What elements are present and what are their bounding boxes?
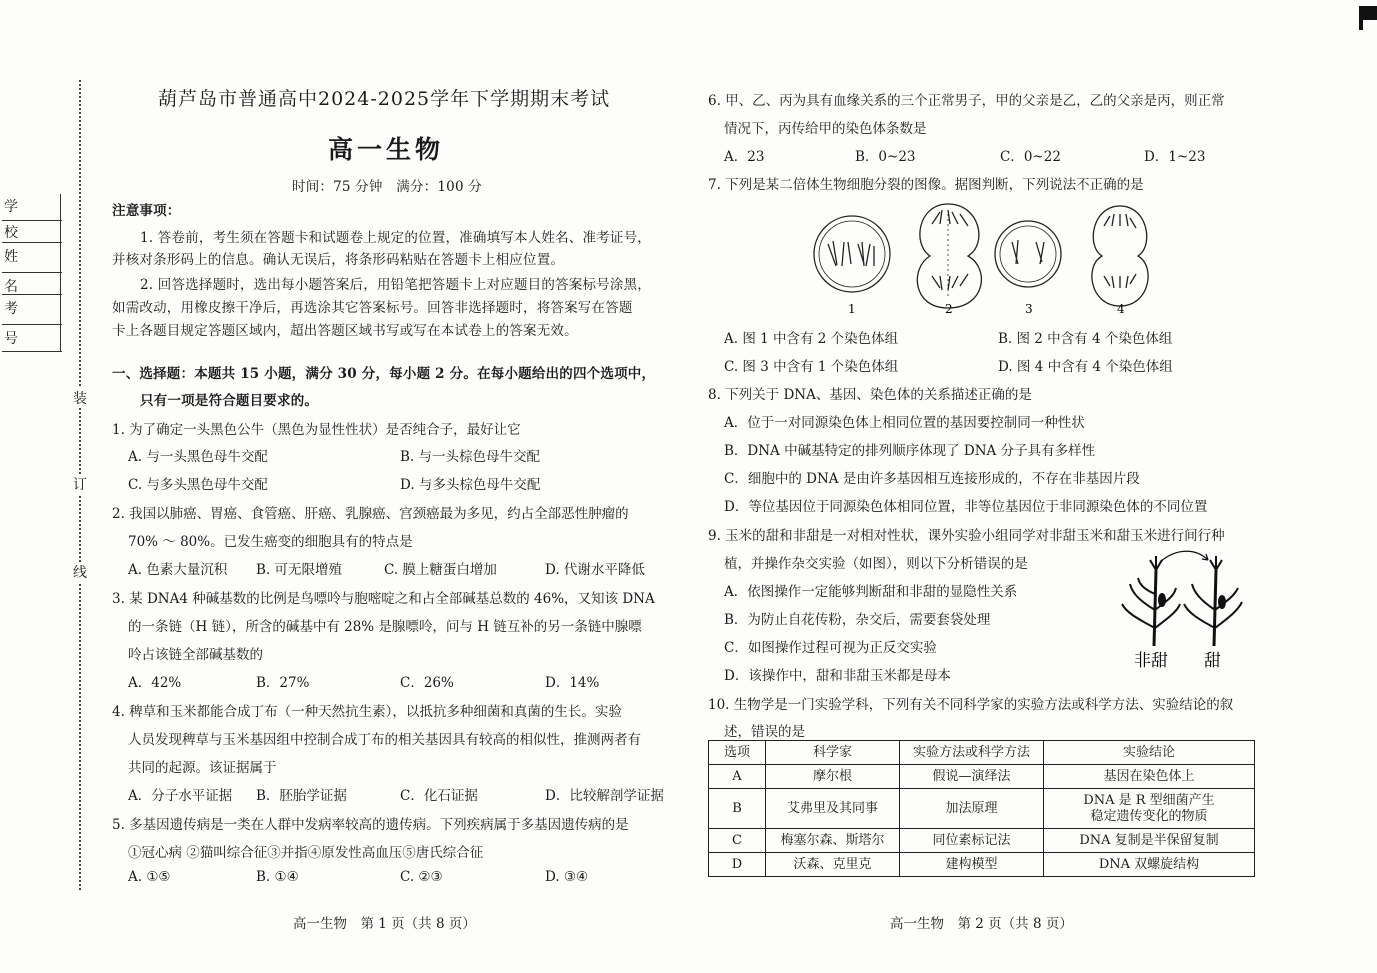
q2-option-a[interactable]: A. 色素大量沉积 bbox=[128, 562, 228, 578]
q10-stem-1: 10. 生物学是一门实验学科，下列有关不同科学家的实验方法或科学方法、实验结论的叙 bbox=[708, 697, 1234, 713]
scientist-table bbox=[708, 740, 1255, 877]
q9-option-d[interactable]: D．该操作中，甜和非甜玉米都是母本 bbox=[724, 668, 951, 684]
notice-p1a: 1. 答卷前，考生须在答题卡和试题卷上规定的位置，准确填写本人姓名、准考证号， bbox=[140, 230, 651, 246]
q3-option-b[interactable]: B．27% bbox=[256, 675, 310, 691]
sweet-corn-plant bbox=[1184, 556, 1242, 646]
q3-stem-2: 的一条链（H 链），所含的碱基中有 28% 是腺嘌呤，问与 H 链互补的另一条链中腺嘌 bbox=[128, 619, 642, 635]
table-cell: A bbox=[709, 765, 766, 789]
bind-char-zhuang: 装 bbox=[73, 388, 87, 408]
table-header-row bbox=[709, 741, 1255, 765]
q10-stem-2: 述，错误的是 bbox=[724, 724, 805, 740]
q4-option-a[interactable]: A．分子水平证据 bbox=[128, 788, 233, 804]
cell-2-label: 2 bbox=[945, 302, 953, 316]
nonsweet-label: 非甜 bbox=[1134, 651, 1168, 671]
student-info-box bbox=[2, 194, 61, 352]
nonsweet-corn-plant bbox=[1122, 556, 1180, 646]
q7-option-c[interactable]: C. 图 3 中含有 1 个染色体组 bbox=[724, 359, 899, 375]
q4-option-b[interactable]: B．胚胎学证据 bbox=[256, 788, 347, 804]
q6-stem-1: 6. 甲、乙、丙为具有血缘关系的三个正常男子，甲的父亲是乙，乙的父亲是丙，则正常 bbox=[708, 93, 1225, 109]
table-header: 选项 bbox=[709, 741, 766, 765]
q6-stem-2: 情况下，丙传给甲的染色体条数是 bbox=[724, 121, 927, 137]
school-label: 学 校 bbox=[2, 194, 62, 221]
q4-stem-1: 4. 稗草和玉米都能合成丁布（一种天然抗生素），以抵抗多种细菌和真菌的生长。实验 bbox=[112, 704, 622, 720]
table-cell: D bbox=[709, 853, 766, 877]
q6-option-d[interactable]: D．1~23 bbox=[1144, 149, 1206, 165]
table-header: 科学家 bbox=[766, 741, 900, 765]
q5-stem-1: 5. 多基因遗传病是一类在人群中发病率较高的遗传病。下列疾病属于多基因遗传病的是 bbox=[112, 817, 629, 833]
notice-heading: 注意事项： bbox=[112, 203, 181, 219]
q1-option-a[interactable]: A. 与一头黑色母牛交配 bbox=[128, 449, 268, 465]
school-field[interactable] bbox=[2, 220, 62, 243]
table-cell: 基因在染色体上 bbox=[1044, 765, 1255, 789]
table-row bbox=[709, 765, 1255, 789]
q9-stem-1: 9. 玉米的甜和非甜是一对相对性状，课外实验小组同学对非甜玉米和甜玉米进行间行种 bbox=[708, 528, 1225, 544]
q8-option-a[interactable]: A．位于一对同源染色体上相同位置的基因要控制同一种性状 bbox=[724, 415, 1085, 431]
q9-stem-2: 植，并操作杂交实验（如图），则以下分析错误的是 bbox=[724, 556, 1028, 572]
q8-option-b[interactable]: B．DNA 中碱基特定的排列顺序体现了 DNA 分子具有多样性 bbox=[724, 443, 1096, 459]
q2-option-d[interactable]: D. 代谢水平降低 bbox=[545, 562, 645, 578]
exam-title: 葫芦岛市普通高中2024-2025学年下学期期末考试 bbox=[158, 88, 611, 110]
table-cell: 假说—演绎法 bbox=[900, 765, 1044, 789]
q1-option-d[interactable]: D. 与多头棕色母牛交配 bbox=[400, 477, 541, 493]
table-header: 实验方法或科学方法 bbox=[900, 741, 1044, 765]
table-cell: 梅塞尔森、斯塔尔 bbox=[766, 829, 900, 853]
subject-title: 高一生物 bbox=[328, 135, 445, 164]
q6-option-a[interactable]: A．23 bbox=[724, 149, 765, 165]
cell-2 bbox=[917, 204, 981, 308]
corner-registration-mark bbox=[1359, 6, 1377, 20]
sweet-label: 甜 bbox=[1204, 651, 1221, 671]
q2-stem-2: 70% ～ 80%。已发生癌变的细胞具有的特点是 bbox=[128, 534, 413, 550]
q3-option-a[interactable]: A．42% bbox=[128, 675, 182, 691]
q9-option-b[interactable]: B．为防止自花传粉，杂交后，需要套袋处理 bbox=[724, 612, 991, 628]
q2-stem-1: 2. 我国以肺癌、胃癌、食管癌、肝癌、乳腺癌、宫颈癌最为多见，约占全部恶性肿瘤的 bbox=[112, 506, 629, 522]
cell-division-figure bbox=[800, 196, 1160, 318]
q5-option-b[interactable]: B. ①④ bbox=[256, 869, 299, 885]
q8-option-c[interactable]: C．细胞中的 DNA 是由许多基因相互连接形成的，不存在非基因片段 bbox=[724, 471, 1140, 487]
q2-option-b[interactable]: B. 可无限增殖 bbox=[256, 562, 343, 578]
table-cell-line: 稳定遗传变化的物质 bbox=[1090, 808, 1208, 824]
cell-1 bbox=[814, 216, 890, 292]
table-row bbox=[709, 829, 1255, 853]
q2-option-c[interactable]: C. 膜上糖蛋白增加 bbox=[384, 562, 497, 578]
table-header: 实验结论 bbox=[1044, 741, 1255, 765]
q4-option-c[interactable]: C．化石证据 bbox=[400, 788, 478, 804]
table-cell: DNA 双螺旋结构 bbox=[1044, 853, 1255, 877]
section1-line1: 一、选择题：本题共 15 小题，满分 30 分，每小题 2 分。在每小题给出的四个选项中， bbox=[112, 366, 656, 382]
table-cell: DNA 复制是半保留复制 bbox=[1044, 829, 1255, 853]
table-cell bbox=[1044, 789, 1255, 829]
bind-char-ding: 订 bbox=[73, 474, 87, 494]
q6-option-b[interactable]: B．0~23 bbox=[855, 149, 916, 165]
cell-4 bbox=[1092, 206, 1148, 306]
q7-option-b[interactable]: B. 图 2 中含有 4 个染色体组 bbox=[998, 331, 1173, 347]
table-cell-line: DNA 是 R 型细菌产生 bbox=[1083, 792, 1215, 808]
q7-option-d[interactable]: D. 图 4 中含有 4 个染色体组 bbox=[998, 359, 1173, 375]
table-row bbox=[709, 853, 1255, 877]
q1-option-b[interactable]: B. 与一头棕色母牛交配 bbox=[400, 449, 541, 465]
pollination-arrow bbox=[1160, 551, 1208, 562]
table-row bbox=[709, 789, 1255, 829]
q8-option-d[interactable]: D．等位基因位于同源染色体相同位置，非等位基因位于非同源染色体的不同位置 bbox=[724, 499, 1208, 515]
cell-1-label: 1 bbox=[848, 302, 856, 316]
q4-option-d[interactable]: D．比较解剖学证据 bbox=[545, 788, 664, 804]
cell-4-label: 4 bbox=[1117, 302, 1125, 316]
number-label: 考 号 bbox=[2, 294, 62, 325]
cell-3-label: 3 bbox=[1025, 302, 1033, 316]
table-cell: 同位素标记法 bbox=[900, 829, 1044, 853]
q9-option-c[interactable]: C．如图操作过程可视为正反交实验 bbox=[724, 640, 937, 656]
table-cell: B bbox=[709, 789, 766, 829]
q4-stem-2: 人员发现稗草与玉米基因组中控制合成丁布的相关基因具有较高的相似性，推测两者有 bbox=[128, 732, 641, 748]
notice-p2a: 2. 回答选择题时，选出每小题答案后，用铅笔把答题卡上对应题目的答案标号涂黑， bbox=[140, 277, 651, 293]
table-cell: C bbox=[709, 829, 766, 853]
table-cell: 加法原理 bbox=[900, 789, 1044, 829]
q8-stem: 8. 下列关于 DNA、基因、染色体的关系描述正确的是 bbox=[708, 387, 1032, 403]
q5-option-a[interactable]: A. ①⑤ bbox=[128, 869, 171, 885]
table-cell: 艾弗里及其同事 bbox=[766, 789, 900, 829]
number-field[interactable] bbox=[2, 324, 62, 352]
q9-option-a[interactable]: A．依图操作一定能够判断甜和非甜的显隐性关系 bbox=[724, 584, 1018, 600]
table-cell: 建构模型 bbox=[900, 853, 1044, 877]
notice-p2b: 如需改动，用橡皮擦干净后，再选涂其它答案标号。回答非选择题时，将答案写在答题 bbox=[112, 300, 633, 316]
q5-stem-2: ①冠心病 ②猫叫综合征③并指④原发性高血压⑤唐氏综合征 bbox=[128, 845, 484, 861]
q4-stem-3: 共同的起源。该证据属于 bbox=[128, 760, 277, 776]
section1-line2: 只有一项是符合题目要求的。 bbox=[140, 393, 319, 409]
q1-option-c[interactable]: C. 与多头黑色母牛交配 bbox=[128, 477, 268, 493]
q5-option-d[interactable]: D. ③④ bbox=[545, 869, 589, 885]
q7-stem: 7. 下列是某二倍体生物细胞分裂的图像。据图判断，下列说法不正确的是 bbox=[708, 177, 1144, 193]
q3-stem-3: 呤占该链全部碱基数的 bbox=[128, 647, 263, 663]
q3-stem-1: 3. 某 DNA4 种碱基数的比例是鸟嘌呤与胞嘧啶之和占全部碱基总数的 46%，又知该 DNA bbox=[112, 591, 655, 607]
exam-info: 时间：75 分钟 满分：100 分 bbox=[292, 179, 482, 195]
notice-p1b: 并核对条形码上的信息。确认无误后，将条形码粘贴在答题卡上相应位置。 bbox=[112, 252, 565, 268]
notice-p2c: 卡上各题目规定答题区域内，超出答题区域书写或写在本试卷上的答案无效。 bbox=[112, 323, 578, 339]
q7-option-a[interactable]: A. 图 1 中含有 2 个染色体组 bbox=[724, 331, 899, 347]
q5-option-c[interactable]: C. ②③ bbox=[400, 869, 443, 885]
bind-char-xian: 线 bbox=[73, 562, 87, 582]
table-cell: 摩尔根 bbox=[766, 765, 900, 789]
q6-option-c[interactable]: C．0~22 bbox=[1000, 149, 1061, 165]
name-field[interactable] bbox=[2, 272, 62, 295]
q3-option-d[interactable]: D．14% bbox=[545, 675, 600, 691]
cell-3 bbox=[995, 221, 1061, 287]
table-cell: 沃森、克里克 bbox=[766, 853, 900, 877]
page-footer-left: 高一生物 第 1 页（共 8 页） bbox=[293, 916, 476, 932]
page-footer-right: 高一生物 第 2 页（共 8 页） bbox=[890, 916, 1073, 932]
name-label: 姓 名 bbox=[2, 242, 62, 273]
q3-option-c[interactable]: C．26% bbox=[400, 675, 454, 691]
corn-hybrid-figure bbox=[1116, 548, 1256, 676]
q1-stem: 1. 为了确定一头黑色公牛（黑色为显性性状）是否纯合子，最好让它 bbox=[112, 422, 521, 438]
